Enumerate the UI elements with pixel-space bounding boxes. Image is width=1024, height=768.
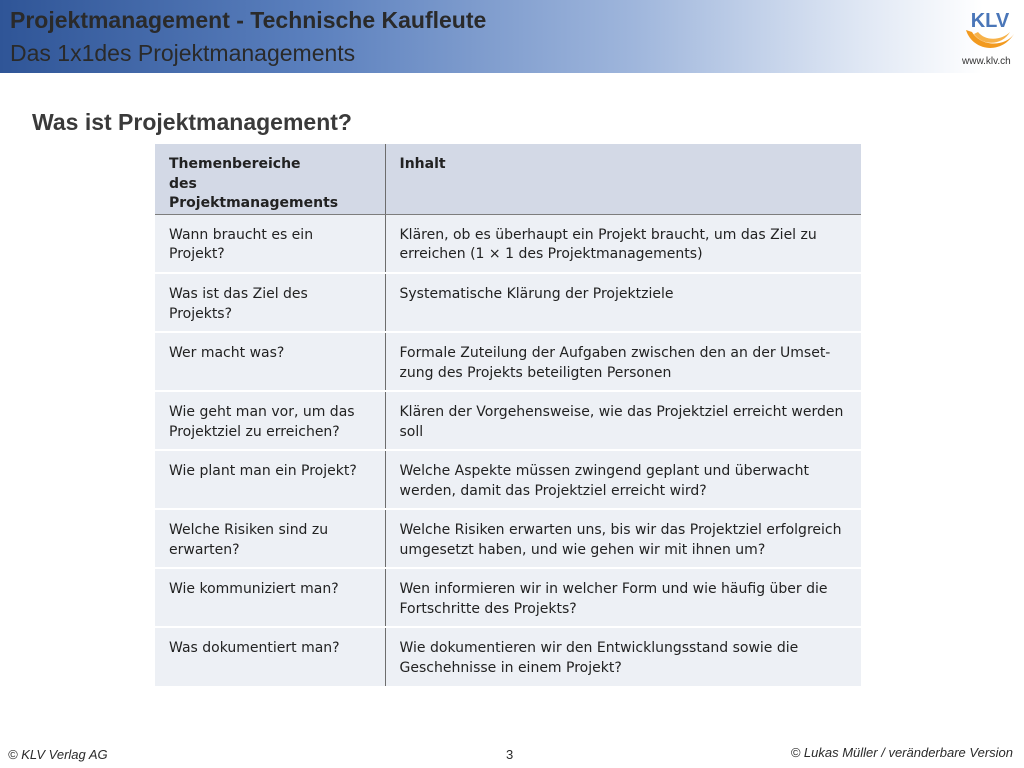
table-row [155, 509, 861, 568]
klv-logo [946, 4, 1024, 70]
content-cell: Wen informieren wir in welcher Form und wie häufig über die Fortschritte des Projekts? [385, 568, 861, 627]
topic-cell: Welche Risiken sind zu erwarten? [155, 509, 385, 568]
topic-table [155, 144, 861, 686]
header-cell-topic: Themenbereiche des Projektmanagements [155, 144, 385, 214]
footer-author: © Lukas Müller / veränderbare Version [790, 745, 1013, 760]
table-header-row [155, 144, 861, 214]
table-row [155, 391, 861, 450]
topic-cell: Wie geht man vor, um das Projektziel zu erreichen? [155, 391, 385, 450]
table-row [155, 273, 861, 332]
header-title: Projektmanagement - Technische Kaufleute [10, 7, 487, 33]
table-row [155, 214, 861, 273]
topic-cell: Was ist das Ziel des Projekts? [155, 273, 385, 332]
topic-cell: Wie plant man ein Projekt? [155, 450, 385, 509]
page-number: 3 [506, 747, 514, 762]
content-cell: Systematische Klärung der Projektziele [385, 273, 861, 332]
logo-url: www.klv.ch [962, 56, 1011, 67]
content-cell: Welche Aspekte müssen zwingend geplant und überwacht werden, damit das Projektziel erreicht wird? [385, 450, 861, 509]
content-cell: Klären der Vorgehensweise, wie das Projektziel erreicht werden soll [385, 391, 861, 450]
topic-cell: Wann braucht es ein Projekt? [155, 214, 385, 273]
table-row [155, 627, 861, 686]
klv-logo-icon [960, 6, 1020, 58]
content-cell: Formale Zuteilung der Aufgaben zwischen den an der Umset- zung des Projekts beteiligten Personen [385, 332, 861, 391]
header-subtitle: Das 1x1des Projektmanagements [10, 40, 356, 66]
table-row [155, 332, 861, 391]
header-cell-content: Inhalt [385, 144, 861, 214]
topic-cell: Wie kommuniziert man? [155, 568, 385, 627]
footer-copyright: © KLV Verlag AG [8, 747, 108, 762]
content-cell: Welche Risiken erwarten uns, bis wir das Projektziel erfolgreich umgesetzt haben, und wie gehen wir mit ihnen um? [385, 509, 861, 568]
content-cell: Klären, ob es überhaupt ein Projekt braucht, um das Ziel zu erreichen (1 × 1 des Projektmanagements) [385, 214, 861, 273]
page-heading: Was ist Projektmanagement? [32, 109, 352, 135]
logo-wordmark: KLV [970, 10, 1010, 32]
content-cell: Wie dokumentieren wir den Entwicklungsstand sowie die Geschehnisse in einem Projekt? [385, 627, 861, 686]
table-row [155, 450, 861, 509]
topic-cell: Wer macht was? [155, 332, 385, 391]
table-row [155, 568, 861, 627]
topic-cell: Was dokumentiert man? [155, 627, 385, 686]
